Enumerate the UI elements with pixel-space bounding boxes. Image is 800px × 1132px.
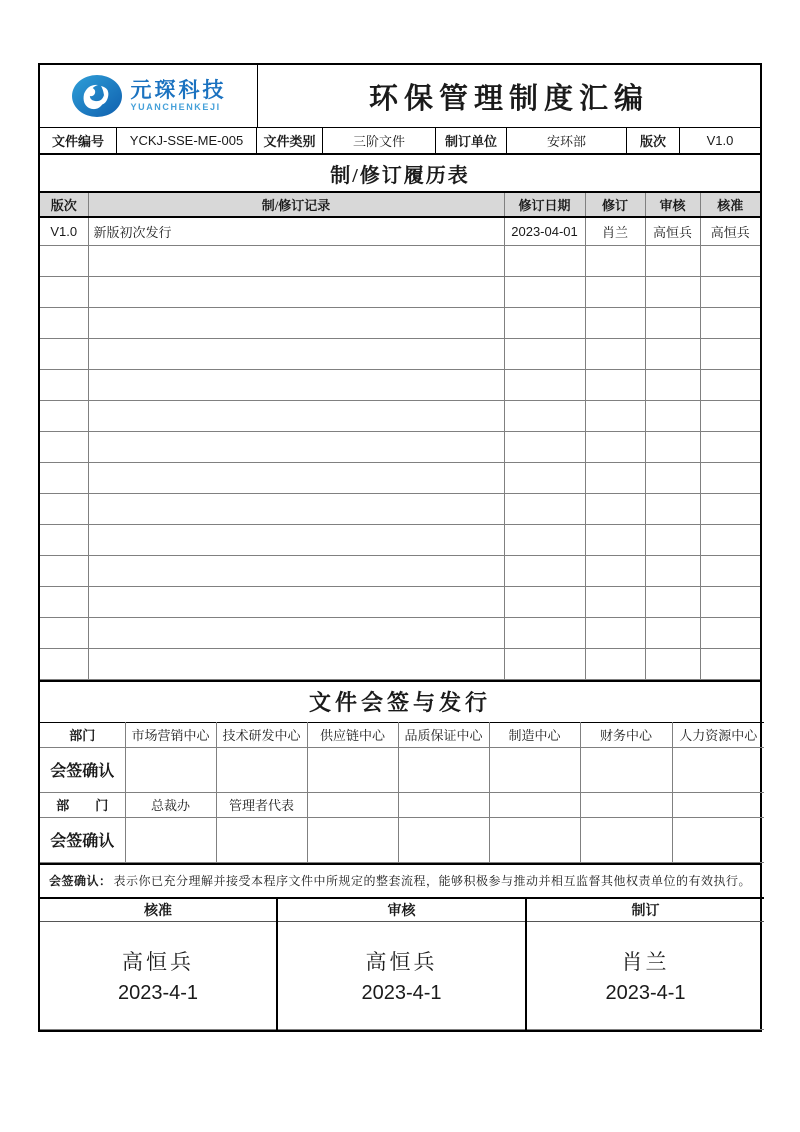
dept-cell: 市场营销中心 [125, 722, 216, 747]
revision-empty-cell [700, 648, 760, 679]
revision-empty-cell [700, 307, 760, 338]
confirm-cell [672, 817, 764, 862]
document-page [38, 63, 762, 1032]
revision-empty-cell [645, 648, 700, 679]
revision-empty-cell [504, 586, 585, 617]
signoff-confirm-row-2 [40, 817, 764, 862]
dept-row2-label: 部 门 [40, 792, 125, 817]
revision-empty-row [40, 586, 760, 617]
version-value: V1.0 [679, 128, 760, 153]
doc-info-row [40, 127, 760, 155]
revision-empty-cell [645, 524, 700, 555]
revision-empty-cell [700, 400, 760, 431]
revision-empty-cell [585, 245, 645, 276]
revision-empty-cell [585, 524, 645, 555]
approval-signature-row [40, 922, 764, 1030]
revision-empty-cell [40, 431, 88, 462]
revision-empty-cell [40, 462, 88, 493]
dept-cell: 人力资源中心 [672, 722, 764, 747]
revision-empty-cell [645, 493, 700, 524]
revision-empty-cell [40, 245, 88, 276]
page-title: 环保管理制度汇编 [368, 82, 649, 115]
drafter-date: 2023-4-1 [605, 982, 686, 1004]
col-date: 修订日期 [504, 192, 585, 217]
revision-empty-cell [700, 462, 760, 493]
revision-empty-cell [585, 400, 645, 431]
revision-empty-cell [88, 369, 504, 400]
revision-empty-cell [88, 307, 504, 338]
revision-empty-cell [88, 524, 504, 555]
revision-approver: 高恒兵 [700, 217, 760, 245]
revision-empty-cell [585, 586, 645, 617]
revision-record: 新版初次发行 [88, 217, 504, 245]
confirm-cell [307, 747, 398, 792]
revision-date: 2023-04-01 [504, 217, 585, 245]
approval-table [40, 897, 764, 1031]
revision-empty-cell [700, 617, 760, 648]
revision-empty-cell [504, 276, 585, 307]
confirm-cell [580, 747, 672, 792]
revision-empty-cell [504, 555, 585, 586]
dept-cell: 品质保证中心 [398, 722, 489, 747]
revision-section-title: 制/修订履历表 [330, 164, 470, 187]
revision-empty-cell [88, 245, 504, 276]
signoff-dept-row-1 [40, 722, 764, 747]
revision-empty-cell [88, 462, 504, 493]
doc-type-label: 文件类别 [256, 128, 322, 153]
confirm-cell [216, 817, 307, 862]
revision-empty-cell [40, 493, 88, 524]
col-version: 版次 [40, 192, 88, 217]
confirm-cell [398, 817, 489, 862]
revision-empty-cell [40, 307, 88, 338]
revision-table-header [40, 192, 760, 217]
drafter-signature [526, 922, 764, 1030]
company-logo-icon [71, 74, 123, 118]
revision-empty-cell [700, 338, 760, 369]
revision-empty-cell [40, 369, 88, 400]
revision-empty-row [40, 307, 760, 338]
revision-empty-cell [585, 493, 645, 524]
signoff-section-title: 文件会签与发行 [40, 680, 760, 722]
revision-empty-cell [88, 555, 504, 586]
review-col-label: 审核 [277, 898, 526, 922]
confirm-cell [216, 747, 307, 792]
revision-version: V1.0 [40, 217, 88, 245]
dept-cell: 制造中心 [489, 722, 580, 747]
dept-cell: 技术研发中心 [216, 722, 307, 747]
revision-empty-cell [700, 524, 760, 555]
revision-empty-cell [645, 307, 700, 338]
revision-empty-cell [504, 524, 585, 555]
doc-no-value: YCKJ-SSE-ME-005 [116, 128, 256, 153]
revision-empty-cell [645, 276, 700, 307]
dept-row1-label: 部门 [40, 722, 125, 747]
revision-empty-row [40, 462, 760, 493]
revision-empty-row [40, 369, 760, 400]
revision-empty-cell [585, 307, 645, 338]
revision-empty-row [40, 276, 760, 307]
dept-cell: 管理者代表 [216, 792, 307, 817]
confirm-label: 会签确认 [40, 747, 125, 792]
dept-cell [489, 792, 580, 817]
revision-empty-row [40, 648, 760, 679]
dept-cell [307, 792, 398, 817]
revision-empty-cell [700, 555, 760, 586]
revision-empty-cell [88, 431, 504, 462]
dept-label: 制订单位 [435, 128, 506, 153]
col-approver: 核准 [700, 192, 760, 217]
approval-header-row [40, 898, 764, 922]
dept-cell [672, 792, 764, 817]
confirm-cell [307, 817, 398, 862]
reviewer-name: 高恒兵 [365, 950, 438, 974]
revision-empty-cell [88, 586, 504, 617]
signoff-confirm-row-1 [40, 747, 764, 792]
revision-empty-cell [700, 276, 760, 307]
col-reviewer: 审核 [645, 192, 700, 217]
reviewer-date: 2023-4-1 [361, 982, 442, 1004]
signoff-note-label: 会签确认： [48, 874, 112, 888]
doc-type-value: 三阶文件 [322, 128, 435, 153]
signoff-note [40, 863, 760, 897]
revision-empty-row [40, 555, 760, 586]
confirm-cell [489, 747, 580, 792]
revision-empty-cell [645, 462, 700, 493]
revision-empty-cell [88, 400, 504, 431]
revision-empty-cell [645, 369, 700, 400]
doc-no-label: 文件编号 [51, 134, 104, 149]
signoff-note-text: 表示你已充分理解并接受本程序文件中所规定的整套流程，能够积极参与推动并相互监督其他权责单位的有效执行。 [113, 874, 752, 888]
revision-empty-cell [645, 245, 700, 276]
confirm-cell [580, 817, 672, 862]
dept-cell: 供应链中心 [307, 722, 398, 747]
revision-empty-cell [700, 245, 760, 276]
revision-empty-cell [40, 586, 88, 617]
reviewer-signature [277, 922, 526, 1030]
revision-empty-cell [585, 555, 645, 586]
confirm-cell [672, 747, 764, 792]
dept-cell: 财务中心 [580, 722, 672, 747]
revision-empty-cell [504, 307, 585, 338]
approver-name: 高恒兵 [122, 950, 194, 974]
company-name-latin: YUANCHENKEJI [130, 102, 221, 112]
revision-empty-cell [645, 431, 700, 462]
revision-empty-cell [88, 648, 504, 679]
revision-empty-cell [645, 338, 700, 369]
revision-empty-cell [585, 338, 645, 369]
revision-reviser: 肖兰 [585, 217, 645, 245]
revision-empty-cell [504, 245, 585, 276]
revision-empty-cell [585, 462, 645, 493]
revision-empty-cell [504, 338, 585, 369]
draft-col-label: 制订 [526, 898, 764, 922]
revision-empty-cell [88, 276, 504, 307]
dept-cell: 总裁办 [125, 792, 216, 817]
revision-empty-row [40, 493, 760, 524]
revision-empty-cell [645, 555, 700, 586]
revision-empty-cell [585, 617, 645, 648]
revision-empty-cell [700, 431, 760, 462]
revision-empty-cell [645, 400, 700, 431]
approve-col-label: 核准 [40, 898, 277, 922]
revision-empty-cell [40, 555, 88, 586]
revision-empty-cell [700, 493, 760, 524]
revision-empty-row [40, 617, 760, 648]
revision-empty-cell [40, 617, 88, 648]
revision-empty-cell [645, 617, 700, 648]
confirm-label: 会签确认 [40, 817, 125, 862]
approver-date: 2023-4-1 [117, 982, 199, 1004]
confirm-cell [398, 747, 489, 792]
revision-empty-row [40, 400, 760, 431]
drafter-name: 肖兰 [621, 950, 670, 974]
dept-value: 安环部 [506, 128, 626, 153]
revision-empty-cell [585, 648, 645, 679]
revision-reviewer: 高恒兵 [645, 217, 700, 245]
revision-empty-cell [700, 369, 760, 400]
confirm-cell [125, 817, 216, 862]
revision-empty-cell [504, 493, 585, 524]
revision-empty-cell [504, 369, 585, 400]
revision-empty-cell [645, 586, 700, 617]
col-record: 制/修订记录 [88, 192, 504, 217]
revision-empty-row [40, 338, 760, 369]
revision-empty-row [40, 245, 760, 276]
revision-empty-cell [40, 524, 88, 555]
revision-empty-cell [504, 462, 585, 493]
revision-empty-cell [88, 493, 504, 524]
company-logo [40, 65, 258, 127]
revision-empty-cell [40, 400, 88, 431]
col-reviser: 修订 [585, 192, 645, 217]
revision-empty-cell [40, 276, 88, 307]
revision-empty-cell [585, 369, 645, 400]
confirm-cell [489, 817, 580, 862]
revision-empty-row [40, 524, 760, 555]
revision-row [40, 217, 760, 245]
revision-empty-cell [504, 400, 585, 431]
dept-cell [580, 792, 672, 817]
signoff-table [40, 722, 764, 863]
approver-signature [40, 922, 277, 1030]
revision-empty-cell [700, 586, 760, 617]
revision-empty-cell [504, 617, 585, 648]
revision-empty-cell [40, 648, 88, 679]
confirm-cell [125, 747, 216, 792]
revision-empty-cell [504, 431, 585, 462]
dept-cell [398, 792, 489, 817]
version-label: 版次 [626, 128, 679, 153]
company-name: 元琛科技 [130, 79, 227, 102]
revision-empty-cell [88, 338, 504, 369]
revision-empty-cell [88, 617, 504, 648]
revision-empty-cell [40, 338, 88, 369]
revision-empty-cell [504, 648, 585, 679]
revision-table [40, 191, 760, 680]
document-header [40, 65, 760, 127]
revision-empty-cell [585, 276, 645, 307]
revision-empty-cell [585, 431, 645, 462]
revision-empty-row [40, 431, 760, 462]
signoff-dept-row-2 [40, 792, 764, 817]
